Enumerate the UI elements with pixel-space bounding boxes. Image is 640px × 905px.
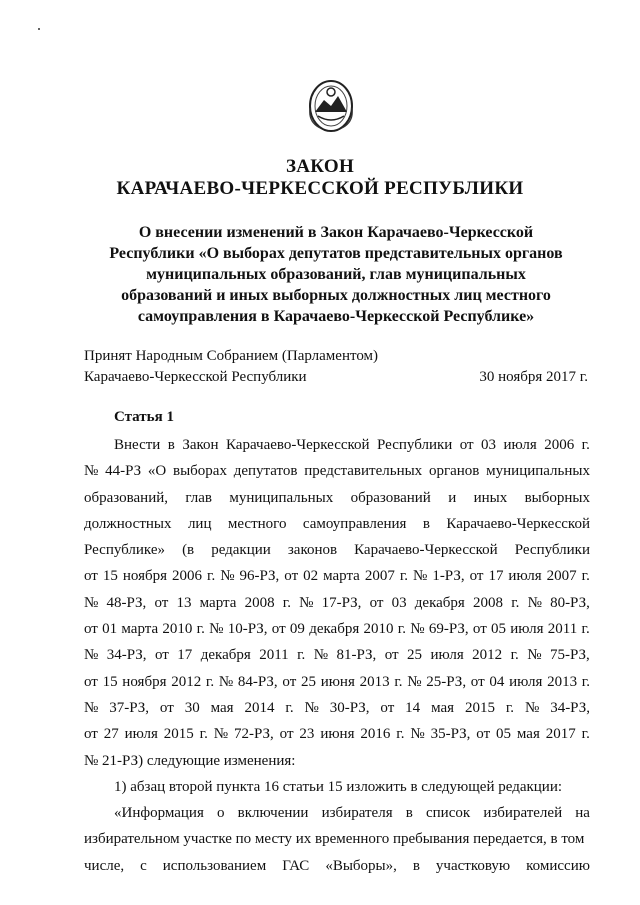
article-word: 2016: [360, 726, 391, 743]
article-word: и: [448, 489, 457, 506]
article-word: местного: [227, 515, 287, 532]
article-word: июня: [320, 673, 355, 690]
article-word: г.: [206, 568, 216, 585]
article-word: в: [412, 857, 420, 874]
article-word: от: [282, 673, 297, 690]
article-word: самоуправления: [302, 515, 407, 532]
article-word: 25-РЗ,: [426, 673, 467, 690]
article-word: №: [304, 699, 319, 716]
article-word: №: [407, 673, 422, 690]
article-word: 34-РЗ,: [106, 647, 147, 664]
article-word: г.: [205, 673, 215, 690]
article-line: [84, 748, 590, 774]
article-word: муниципальных: [229, 489, 334, 506]
article-word: использованием: [162, 857, 267, 874]
article-line: [84, 537, 590, 563]
article-line: [84, 563, 590, 589]
subtitle-line: самоуправления в Карачаево-Черкесской Республике»: [137, 308, 535, 325]
article-word: 2011: [259, 647, 289, 664]
adoption-block: [84, 346, 594, 388]
article-word: №: [84, 699, 99, 716]
article-word: представительных: [304, 463, 423, 480]
article-word: №: [220, 568, 235, 585]
subtitle-line: О внесении изменений в Закон Карачаево-Черкесской: [138, 224, 534, 241]
article-word: 34-РЗ,: [550, 699, 590, 716]
article-word: декабря: [200, 647, 251, 664]
article-word: июля: [503, 437, 537, 453]
article-word: марта: [199, 594, 237, 611]
article-word: редакции: [211, 542, 271, 559]
article-word: лиц: [187, 515, 212, 532]
article-word: от: [154, 594, 169, 611]
article-word: в: [422, 515, 430, 532]
article-word: №: [410, 726, 425, 743]
adoption-line: Карачаево-Черкесской Республики: [84, 369, 307, 385]
article-word: 02: [303, 568, 319, 585]
article-word: 2006: [172, 568, 202, 585]
article-word: 69-РЗ,: [428, 621, 469, 638]
article-word: 03: [481, 437, 497, 453]
article-word: Внести: [114, 437, 161, 453]
article-word: мая: [516, 726, 540, 743]
article-word: с: [140, 857, 147, 874]
article-word: декабря: [414, 594, 465, 611]
article-word: июля: [510, 621, 544, 638]
article-word: 03: [391, 594, 407, 611]
article-line: [84, 485, 590, 511]
article-word: 2008: [473, 594, 504, 611]
article-word: г.: [199, 726, 208, 743]
article-word: 17: [488, 568, 504, 585]
article-word: 2014: [244, 699, 275, 716]
article-word: №: [527, 594, 542, 611]
article-word: «О: [147, 463, 167, 480]
article-word: в: [167, 437, 175, 453]
article-word: г.: [581, 673, 590, 690]
article-word: комиссию: [526, 857, 590, 874]
article-word: декабря: [309, 621, 360, 638]
article-line: [84, 590, 590, 616]
article-word: избирателей: [483, 805, 563, 822]
article-word: ГАС: [282, 857, 310, 874]
article-word: №: [213, 726, 229, 743]
article-word: включении: [237, 805, 309, 822]
article-word: 75-РЗ,: [550, 647, 590, 664]
article-word: 2008: [244, 594, 275, 611]
republic-title: КАРАЧАЕВО-ЧЕРКЕССКОЙ РЕСПУБЛИКИ: [116, 178, 524, 199]
article-word: от: [84, 673, 98, 690]
article-word: 35-РЗ,: [430, 726, 471, 743]
article-word: 04: [489, 673, 505, 690]
article-word: №: [410, 621, 425, 638]
article-word: марта: [121, 621, 159, 638]
article-word: г.: [282, 594, 291, 611]
article-word: о: [217, 805, 225, 822]
article-line: [84, 800, 590, 826]
article-word: 2012: [171, 673, 202, 690]
article-word: г.: [581, 437, 590, 453]
article-word: должностных: [84, 515, 172, 532]
article-word: г.: [505, 699, 515, 716]
article-word: от: [369, 594, 384, 611]
article-word: №: [313, 647, 329, 664]
article-word: от: [84, 726, 98, 743]
article-word: июля: [508, 568, 542, 585]
article-word: 37-РЗ,: [109, 699, 150, 716]
article-word: от: [476, 726, 491, 743]
article-word: 2013: [359, 673, 390, 690]
article-word: №: [527, 647, 542, 664]
article-word: 44-РЗ: [105, 463, 142, 480]
article-word: №: [218, 673, 234, 690]
adoption-date: 30 ноября 2017 г.: [479, 369, 588, 385]
article-word: 2013: [547, 673, 578, 690]
article-word: июля: [509, 673, 543, 690]
article-word: законов: [287, 542, 338, 559]
article-word: 2007: [364, 568, 395, 585]
adoption-line: Принят Народным Собранием (Парламентом): [84, 348, 379, 364]
article-word: 23: [299, 726, 315, 743]
article-word: 15: [102, 568, 118, 585]
article-word: Республике»: [84, 542, 166, 559]
law-subtitle: [86, 222, 586, 327]
article-word: «Выборы»,: [325, 857, 397, 874]
article-word: от: [284, 568, 299, 585]
article-word: 15: [102, 673, 118, 690]
article-word: 09: [289, 621, 305, 638]
article-word: 96-РЗ,: [239, 568, 280, 585]
article-word: «Информация: [114, 805, 204, 822]
article-word: на: [575, 805, 590, 822]
article-word: в: [405, 805, 413, 822]
article-word: муниципальных: [486, 463, 590, 480]
article-word: №: [524, 699, 540, 716]
article-word: июля: [124, 726, 158, 743]
article-word: Республики: [514, 542, 590, 559]
article-word: от: [271, 621, 286, 638]
article-word: 25: [407, 647, 423, 664]
article-word: июля: [430, 647, 464, 664]
article-word: от: [472, 621, 487, 638]
article-word: 2015: [163, 726, 194, 743]
article-word: 1) абзац второй пункта 16 статьи 15 изложить в следующей редакции:: [114, 778, 563, 795]
article-word: избирательном участке по месту их временного пребывания передается, в том: [84, 831, 585, 848]
article-word: 10-РЗ,: [227, 621, 268, 638]
article-word: Республики: [377, 437, 453, 453]
article-word: № 21-РЗ) следующие изменения:: [84, 752, 296, 769]
article-word: от: [159, 699, 174, 716]
article-word: органов: [428, 463, 480, 480]
article-word: 14: [405, 699, 421, 716]
article-word: от: [459, 437, 474, 453]
article-word: г.: [297, 647, 306, 664]
article-word: мая: [431, 699, 455, 716]
article-word: 2010: [363, 621, 394, 638]
article-word: список: [426, 805, 471, 822]
article-word: 27: [103, 726, 119, 743]
article-word: №: [84, 463, 99, 480]
article-word: г.: [510, 647, 519, 664]
article-word: г.: [511, 594, 520, 611]
article-word: 13: [176, 594, 192, 611]
article-line: [84, 616, 590, 642]
article-word: №: [84, 647, 99, 664]
article-word: 30: [184, 699, 200, 716]
article-word: иных: [473, 489, 508, 506]
article-word: от: [154, 647, 169, 664]
coat-of-arms-emblem: [306, 78, 356, 134]
article-word: глав: [185, 489, 212, 506]
article-line: [84, 511, 590, 537]
article-word: образований,: [84, 489, 169, 506]
article-word: образований: [350, 489, 431, 506]
article-word: 17-РЗ,: [321, 594, 362, 611]
law-title: ЗАКОН: [285, 156, 355, 177]
article-word: (в: [182, 542, 195, 559]
article-word: 1-РЗ,: [432, 568, 465, 585]
article-word: №: [413, 568, 428, 585]
article-word: выборных: [524, 489, 590, 506]
article-line: [84, 826, 590, 852]
article-word: депутатов: [233, 463, 298, 480]
article-word: г.: [196, 621, 205, 638]
article-word: от: [380, 699, 395, 716]
article-word: выборах: [173, 463, 227, 480]
article-word: 48-РЗ,: [106, 594, 147, 611]
article-heading: Статья 1: [114, 409, 174, 425]
article-word: г.: [285, 699, 294, 716]
article-word: 80-РЗ,: [550, 594, 590, 611]
article-word: от: [470, 673, 485, 690]
article-word: г.: [397, 621, 406, 638]
subtitle-line: Республики «О выборах депутатов представительных органов: [109, 245, 563, 262]
article-word: марта: [323, 568, 360, 585]
article-word: числе,: [84, 857, 125, 874]
article-word: 81-РЗ,: [336, 647, 377, 664]
article-word: 2010: [162, 621, 193, 638]
article-line: [84, 642, 590, 668]
article-word: участковую: [435, 857, 511, 874]
article-word: ноября: [122, 673, 167, 690]
article-word: Закон: [182, 437, 219, 453]
scan-speck: [38, 28, 40, 30]
article-word: №: [209, 621, 224, 638]
article-word: г.: [396, 726, 405, 743]
article-word: 05: [496, 726, 512, 743]
article-line: [84, 669, 590, 695]
article-line: [84, 695, 590, 721]
article-word: г.: [581, 568, 590, 585]
article-line: [84, 721, 590, 747]
article-word: г.: [394, 673, 403, 690]
article-word: 01: [102, 621, 118, 638]
article-word: 2017: [545, 726, 576, 743]
article-word: июня: [320, 726, 355, 743]
article-word: 84-РЗ,: [237, 673, 278, 690]
article-word: 2007: [546, 568, 577, 585]
subtitle-line: муниципальных образований, глав муниципальных: [146, 266, 526, 283]
article-word: мая: [210, 699, 234, 716]
article-word: избирателя: [321, 805, 393, 822]
article-word: 2015: [464, 699, 495, 716]
article-line: [84, 853, 590, 879]
subtitle-line: образований и иных выборных должностных лиц местного: [121, 287, 551, 304]
article-word: 2011: [547, 621, 578, 638]
article-word: 2006: [544, 437, 575, 453]
article-word: №: [299, 594, 314, 611]
article-word: Карачаево-Черкесской: [354, 542, 498, 559]
article-line: [84, 458, 590, 484]
article-word: 72-РЗ,: [233, 726, 274, 743]
article-word: от: [279, 726, 294, 743]
article-word: №: [84, 594, 99, 611]
article-word: 05: [491, 621, 507, 638]
article-word: от: [84, 621, 98, 638]
article-body: [84, 432, 590, 879]
article-word: г.: [581, 726, 590, 743]
article-word: Карачаево-Черкесской: [226, 437, 370, 453]
article-word: 30-РЗ,: [329, 699, 370, 716]
article-word: г.: [399, 568, 409, 585]
article-line: [84, 774, 590, 800]
article-word: 17: [177, 647, 193, 664]
article-word: 2012: [472, 647, 503, 664]
article-word: от: [84, 568, 98, 585]
article-word: ноября: [122, 568, 168, 585]
article-word: от: [469, 568, 484, 585]
article-word: Карачаево-Черкесской: [446, 515, 590, 532]
article-line: [84, 432, 590, 458]
article-word: 25: [300, 673, 316, 690]
article-word: от: [384, 647, 399, 664]
article-word: г.: [581, 621, 590, 638]
